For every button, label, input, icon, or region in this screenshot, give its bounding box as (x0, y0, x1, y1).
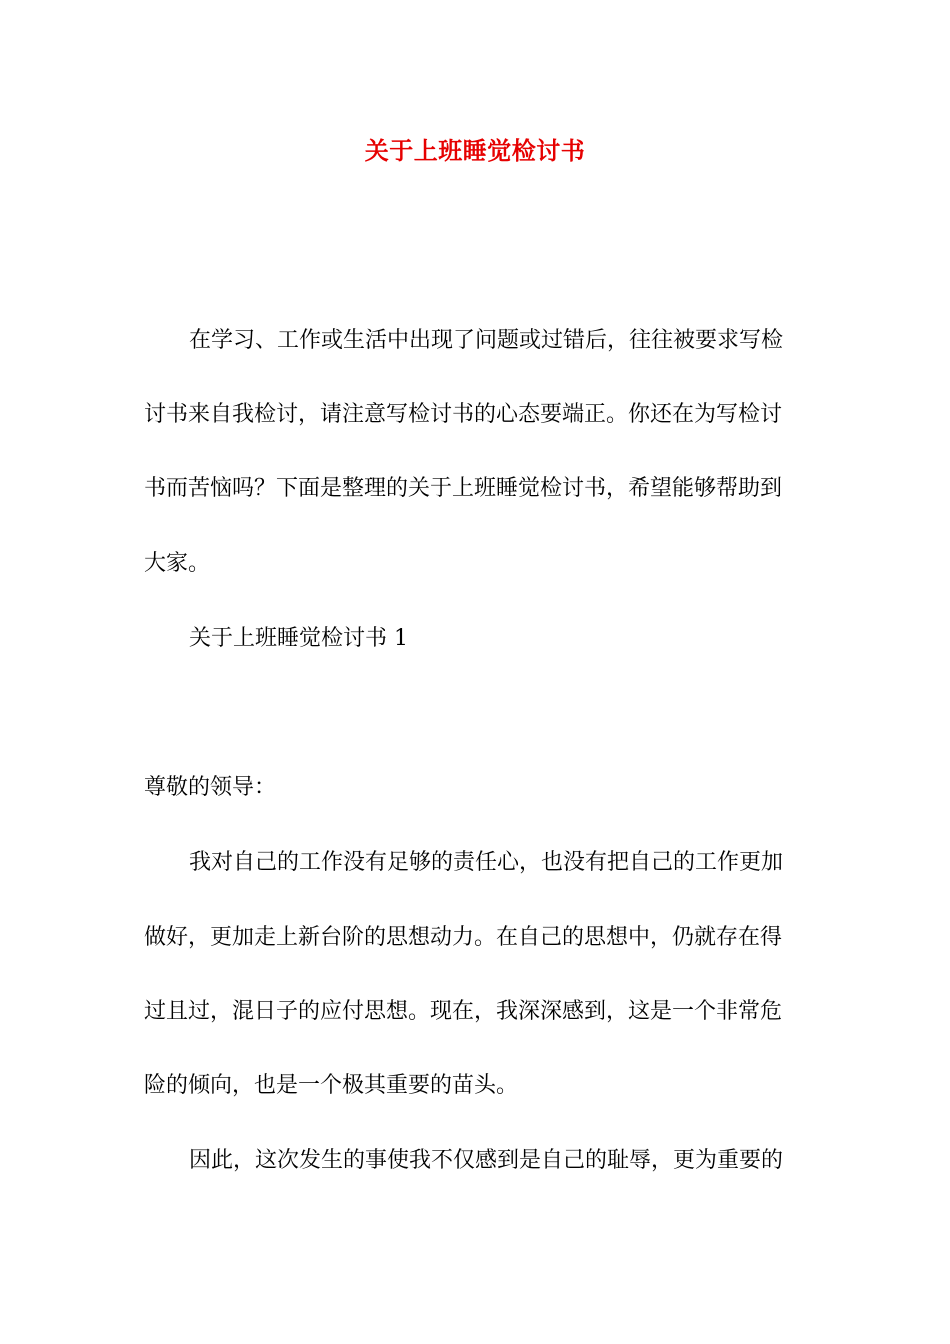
intro-line: 讨书来自我检讨，请注意写检讨书的心态要端正。你还在为写检讨 (144, 402, 783, 427)
salutation: 尊敬的领导： (144, 775, 277, 800)
body-line: 我对自己的工作没有足够的责任心，也没有把自己的工作更加 (189, 850, 784, 875)
section-heading: 关于上班睡觉检讨书 1 (189, 626, 408, 651)
intro-line: 书而苦恼吗？下面是整理的关于上班睡觉检讨书，希望能够帮助到 (144, 476, 783, 501)
intro-line: 大家。 (144, 551, 211, 576)
body-line: 因此，这次发生的事使我不仅感到是自己的耻辱，更为重要的 (189, 1148, 784, 1173)
body-line: 做好，更加走上新台阶的思想动力。在自己的思想中，仍就存在得 (144, 925, 783, 950)
document-title: 关于上班睡觉检讨书 (364, 136, 586, 165)
intro-line: 在学习、工作或生活中出现了问题或过错后，往往被要求写检 (189, 328, 784, 353)
body-line: 险的倾向，也是一个极其重要的苗头。 (144, 1073, 519, 1098)
body-line: 过且过，混日子的应付思想。现在，我深深感到，这是一个非常危 (144, 999, 783, 1024)
